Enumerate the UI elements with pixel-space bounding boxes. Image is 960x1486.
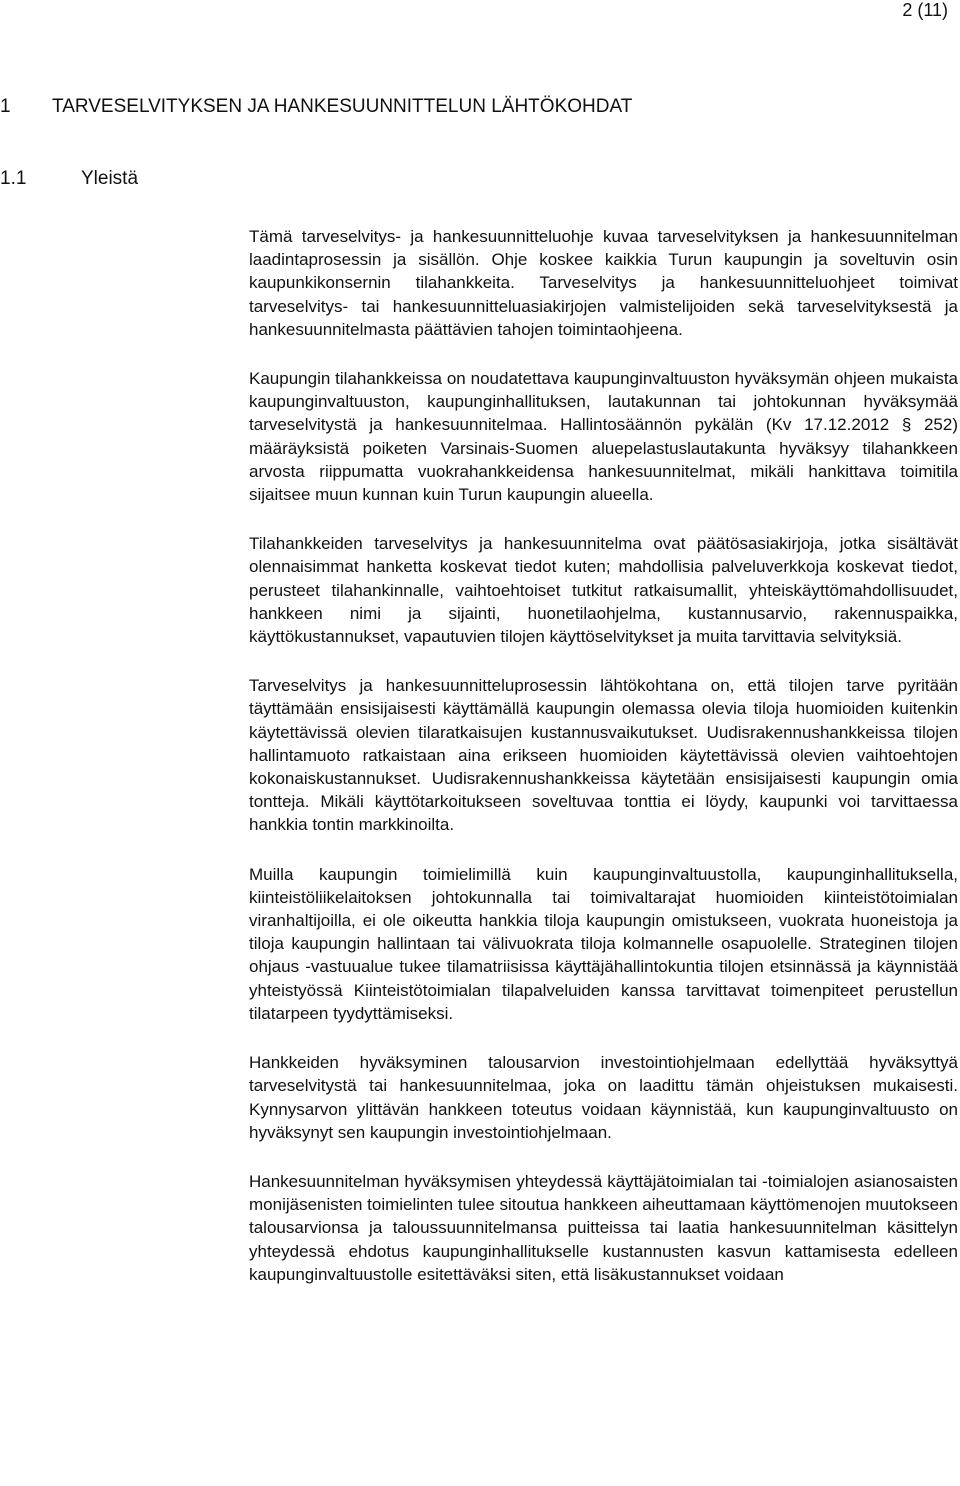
paragraph: Hankesuunnitelman hyväksymisen yhteydessä käyttäjätoimialan tai -toimialojen asianosaisten monijäsenisten toimielinten tulee sitoutua hankkeen aiheuttamaan käyttömenojen muutokseen talousarvionsa ja taloussuunnitelmansa puitteissa tai laatia hankesuunnitelman käsittelyn yhteydessä ehdotus kaupunginhallitukselle kustannusten kasvun kattamisesta edelleen kaupunginvaltuustolle esitettäväksi siten, että lisäkustannukset voidaan <box>249 1171 958 1284</box>
paragraph: Tarveselvitys ja hankesuunnitteluprosessin lähtökohtana on, että tilojen tarve pyritään täyttämään ensisijaisesti käyttämällä kaupungin olemassa olevia tiloja huomioiden kuitenkin käytettävissä olevien tilaratkaisujen kustannusvaikutukset. Uudisrakennushankkeissa tilojen hallintamuoto ratkaistaan aina erikseen huomioiden käytettävissä olevien vaihtoehtojen kokonaiskustannukset. Uudisrakennushankkeissa käytetään ensisijaisesti kaupungin omia tontteja. Mikäli käyttötarkoitukseen soveltuvaa tonttia ei löydy, kaupunki voi tarvittaessa hankkia tontin markkinoilta. <box>249 676 958 835</box>
heading-1-title: TARVESELVITYKSEN JA HANKESUUNNITTELUN LÄHTÖKOHDAT <box>52 96 633 117</box>
heading-2-title: Yleistä <box>81 168 139 189</box>
paragraph: Tilahankkeiden tarveselvitys ja hankesuunnitelma ovat päätösasiakirjoja, jotka sisältävät olennaisimmat hanketta koskevat tiedot kuten; mahdollisia palveluverkkoja koskevat tiedot, perusteet tilahankinnalle, vaihtoehtoiset tutkitut ratkaisumallit, yhteiskäyttömahdollisuudet, hankkeen nimi ja sijainti, huonetilaohjelma, kustannusarvio, rakennuspaikka, käyttökustannukset, vapautuvien tilojen käyttöselvitykset ja muita tarvittavia selvityksiä. <box>249 534 958 647</box>
heading-2-number: 1.1 <box>0 168 27 189</box>
paragraph: Muilla kaupungin toimielimillä kuin kaupunginvaltuustolla, kaupunginhallituksella, kiinteistöliikelaitoksen johtokunnalla tai toimivaltarajat huomioiden kiinteistötoimialan viranhaltijoilla, ei ole oikeutta hankkia tiloja kaupungin omistukseen, vuokrata huoneistoja ja tiloja kaupungin hallintaan tai välivuokrata tiloja kolmannelle osapuolelle. Strateginen tilojen ohjaus -vastuualue tukee tilamatriisissa käyttäjähallintokuntia tilojen etsinnässä ja käynnistää yhteistyössä Kiinteistötoimialan tilapalveluiden kanssa tarvittavat toimenpiteet perustellun tilatarpeen tyydyttämiseksi. <box>249 864 958 1023</box>
page-number: 2 (11) <box>902 0 948 20</box>
heading-1 <box>0 95 632 119</box>
body-text <box>249 225 958 1312</box>
paragraph: Kaupungin tilahankkeissa on noudatettava kaupunginvaltuuston hyväksymän ohjeen mukaista kaupunginvaltuuston, kaupunginhallituksen, lautakunnan tai johtokunnan hyväksymää tarveselvitystä ja hankesuunnitelmaa. Hallintosäännön pykälän (Kv 17.12.2012 § 252) määräyksistä poiketen Varsinais-Suomen aluepelastuslautakunta hyväksyy tilahankkeen arvosta riippumatta vuokrahankkeidensa hankesuunnitelmat, mikäli hankittava toimitila sijaitsee muun kunnan kuin Turun kaupungin alueella. <box>249 369 958 505</box>
paragraph: Tämä tarveselvitys- ja hankesuunnitteluohje kuvaa tarveselvityksen ja hankesuunnitelman laadintaprosessin ja sisällön. Ohje koskee kaikkia Turun kaupungin ja soveltuvin osin kaupunkikonsernin tilahankkeita. Tarveselvitys ja hankesuunnitteluohjeet toimivat tarveselvitys- tai hankesuunnitteluasiakirjojen valmistelijoiden sekä tarveselvityksestä ja hankesuunnitelmasta päättävien tahojen toimintaohjeena. <box>249 227 958 339</box>
heading-1-number: 1 <box>0 96 11 117</box>
heading-2 <box>0 167 138 191</box>
paragraph: Hankkeiden hyväksyminen talousarvion investointiohjelmaan edellyttää hyväksyttyä tarveselvitystä tai hankesuunnitelmaa, joka on laadittu tämän ohjeistuksen mukaisesti. Kynnysarvon ylittävän hankkeen toteutus voidaan käynnistää, kun kaupunginvaltuusto on hyväksynyt sen kaupungin investointiohjelmaan. <box>249 1053 958 1142</box>
